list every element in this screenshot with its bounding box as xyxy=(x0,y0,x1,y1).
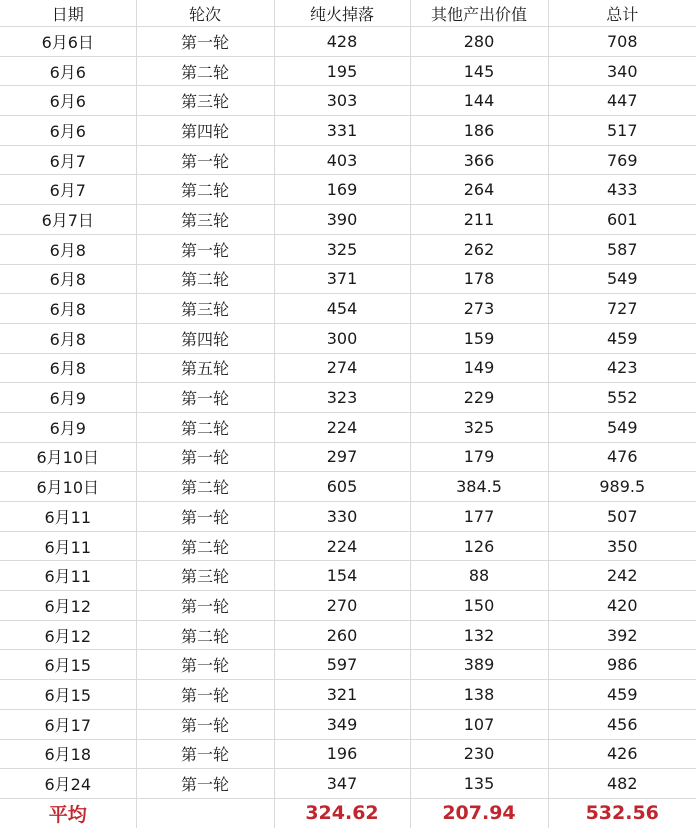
table-row xyxy=(0,86,696,116)
cell-date[interactable]: 6月11 xyxy=(0,561,136,591)
cell-round[interactable]: 第二轮 xyxy=(136,412,274,442)
cell-other-output-value[interactable]: 229 xyxy=(410,383,548,413)
cell-round[interactable]: 第一轮 xyxy=(136,502,274,532)
cell-total[interactable]: 727 xyxy=(548,294,696,324)
cell-round[interactable]: 第一轮 xyxy=(136,234,274,264)
cell-other-output-value[interactable]: 186 xyxy=(410,116,548,146)
cell-total[interactable]: 476 xyxy=(548,442,696,472)
cell-date[interactable]: 6月10日 xyxy=(0,472,136,502)
cell-total[interactable]: 482 xyxy=(548,769,696,799)
table-row xyxy=(0,412,696,442)
cell-pure-fire-drop[interactable]: 323 xyxy=(274,383,410,413)
cell-date[interactable]: 6月12 xyxy=(0,620,136,650)
table-row xyxy=(0,561,696,591)
cell-pure-fire-drop[interactable]: 195 xyxy=(274,56,410,86)
cell-pure-fire-drop[interactable]: 224 xyxy=(274,531,410,561)
cell-round[interactable]: 第一轮 xyxy=(136,383,274,413)
cell-total[interactable]: 769 xyxy=(548,145,696,175)
cell-date[interactable]: 6月8 xyxy=(0,294,136,324)
cell-pure-fire-drop[interactable]: 454 xyxy=(274,294,410,324)
cell-total[interactable]: 989.5 xyxy=(548,472,696,502)
cell-other-output-value[interactable]: 230 xyxy=(410,739,548,769)
cell-other-output-value[interactable]: 325 xyxy=(410,412,548,442)
average-drop[interactable]: 324.62 xyxy=(274,798,410,828)
header-total[interactable]: 总计 xyxy=(548,0,696,27)
cell-date[interactable]: 6月15 xyxy=(0,650,136,680)
cell-date[interactable]: 6月6日 xyxy=(0,27,136,57)
cell-pure-fire-drop[interactable]: 331 xyxy=(274,116,410,146)
cell-pure-fire-drop[interactable]: 274 xyxy=(274,353,410,383)
cell-other-output-value[interactable]: 389 xyxy=(410,650,548,680)
cell-other-output-value[interactable]: 149 xyxy=(410,353,548,383)
table-row xyxy=(0,620,696,650)
table-footer xyxy=(0,798,696,828)
cell-date[interactable]: 6月15 xyxy=(0,680,136,710)
header-row xyxy=(0,0,696,27)
cell-total[interactable]: 601 xyxy=(548,205,696,235)
cell-date[interactable]: 6月11 xyxy=(0,531,136,561)
cell-other-output-value[interactable]: 144 xyxy=(410,86,548,116)
cell-pure-fire-drop[interactable]: 605 xyxy=(274,472,410,502)
header-pure-fire-drop[interactable]: 纯火掉落 xyxy=(274,0,410,27)
average-row xyxy=(0,798,696,828)
cell-round[interactable]: 第一轮 xyxy=(136,145,274,175)
cell-total[interactable]: 708 xyxy=(548,27,696,57)
cell-pure-fire-drop[interactable]: 403 xyxy=(274,145,410,175)
cell-date[interactable]: 6月8 xyxy=(0,264,136,294)
cell-pure-fire-drop[interactable]: 390 xyxy=(274,205,410,235)
table-row xyxy=(0,442,696,472)
cell-other-output-value[interactable]: 126 xyxy=(410,531,548,561)
cell-pure-fire-drop[interactable]: 325 xyxy=(274,234,410,264)
cell-other-output-value[interactable]: 177 xyxy=(410,502,548,532)
table-row xyxy=(0,294,696,324)
cell-date[interactable]: 6月7日 xyxy=(0,205,136,235)
table-body xyxy=(0,27,696,799)
cell-round[interactable]: 第五轮 xyxy=(136,353,274,383)
cell-other-output-value[interactable]: 178 xyxy=(410,264,548,294)
cell-total[interactable]: 986 xyxy=(548,650,696,680)
cell-other-output-value[interactable]: 145 xyxy=(410,56,548,86)
cell-round[interactable]: 第二轮 xyxy=(136,175,274,205)
cell-pure-fire-drop[interactable]: 347 xyxy=(274,769,410,799)
cell-round[interactable]: 第二轮 xyxy=(136,56,274,86)
table-row xyxy=(0,56,696,86)
cell-round[interactable]: 第二轮 xyxy=(136,620,274,650)
cell-pure-fire-drop[interactable]: 428 xyxy=(274,27,410,57)
table-row xyxy=(0,27,696,57)
cell-other-output-value[interactable]: 159 xyxy=(410,323,548,353)
cell-pure-fire-drop[interactable]: 300 xyxy=(274,323,410,353)
cell-date[interactable]: 6月10日 xyxy=(0,442,136,472)
cell-other-output-value[interactable]: 211 xyxy=(410,205,548,235)
average-round-empty[interactable] xyxy=(136,798,274,828)
cell-pure-fire-drop[interactable]: 321 xyxy=(274,680,410,710)
cell-date[interactable]: 6月6 xyxy=(0,116,136,146)
cell-date[interactable]: 6月7 xyxy=(0,175,136,205)
table-row xyxy=(0,502,696,532)
table-row xyxy=(0,472,696,502)
table-row xyxy=(0,323,696,353)
cell-round[interactable]: 第一轮 xyxy=(136,680,274,710)
cell-date[interactable]: 6月18 xyxy=(0,739,136,769)
cell-total[interactable]: 549 xyxy=(548,412,696,442)
table-row xyxy=(0,680,696,710)
cell-total[interactable]: 447 xyxy=(548,86,696,116)
cell-round[interactable]: 第二轮 xyxy=(136,472,274,502)
cell-pure-fire-drop[interactable]: 169 xyxy=(274,175,410,205)
average-label[interactable]: 平均 xyxy=(0,798,136,828)
cell-total[interactable]: 456 xyxy=(548,709,696,739)
cell-total[interactable]: 517 xyxy=(548,116,696,146)
cell-other-output-value[interactable]: 132 xyxy=(410,620,548,650)
table-row xyxy=(0,769,696,799)
table-row xyxy=(0,531,696,561)
cell-pure-fire-drop[interactable]: 330 xyxy=(274,502,410,532)
cell-pure-fire-drop[interactable]: 154 xyxy=(274,561,410,591)
cell-pure-fire-drop[interactable]: 260 xyxy=(274,620,410,650)
cell-round[interactable]: 第三轮 xyxy=(136,86,274,116)
cell-pure-fire-drop[interactable]: 371 xyxy=(274,264,410,294)
cell-round[interactable]: 第二轮 xyxy=(136,531,274,561)
cell-total[interactable]: 350 xyxy=(548,531,696,561)
cell-other-output-value[interactable]: 264 xyxy=(410,175,548,205)
cell-date[interactable]: 6月6 xyxy=(0,86,136,116)
table-row xyxy=(0,264,696,294)
cell-total[interactable]: 433 xyxy=(548,175,696,205)
cell-other-output-value[interactable]: 273 xyxy=(410,294,548,324)
cell-other-output-value[interactable]: 280 xyxy=(410,27,548,57)
table-row xyxy=(0,175,696,205)
cell-other-output-value[interactable]: 138 xyxy=(410,680,548,710)
header-other-output-value[interactable]: 其他产出价值 xyxy=(410,0,548,27)
table-row xyxy=(0,205,696,235)
cell-date[interactable]: 6月24 xyxy=(0,769,136,799)
table-row xyxy=(0,739,696,769)
cell-date[interactable]: 6月17 xyxy=(0,709,136,739)
cell-pure-fire-drop[interactable]: 224 xyxy=(274,412,410,442)
cell-date[interactable]: 6月8 xyxy=(0,353,136,383)
cell-date[interactable]: 6月12 xyxy=(0,591,136,621)
cell-total[interactable]: 423 xyxy=(548,353,696,383)
cell-date[interactable]: 6月7 xyxy=(0,145,136,175)
cell-other-output-value[interactable]: 150 xyxy=(410,591,548,621)
cell-total[interactable]: 426 xyxy=(548,739,696,769)
table-row xyxy=(0,353,696,383)
table-row xyxy=(0,145,696,175)
table-row xyxy=(0,116,696,146)
cell-date[interactable]: 6月9 xyxy=(0,383,136,413)
cell-other-output-value[interactable]: 107 xyxy=(410,709,548,739)
cell-round[interactable]: 第一轮 xyxy=(136,591,274,621)
cell-other-output-value[interactable]: 384.5 xyxy=(410,472,548,502)
cell-pure-fire-drop[interactable]: 349 xyxy=(274,709,410,739)
cell-pure-fire-drop[interactable]: 196 xyxy=(274,739,410,769)
cell-other-output-value[interactable]: 262 xyxy=(410,234,548,264)
cell-other-output-value[interactable]: 179 xyxy=(410,442,548,472)
cell-pure-fire-drop[interactable]: 297 xyxy=(274,442,410,472)
cell-round[interactable]: 第二轮 xyxy=(136,264,274,294)
cell-total[interactable]: 552 xyxy=(548,383,696,413)
cell-total[interactable]: 242 xyxy=(548,561,696,591)
cell-round[interactable]: 第三轮 xyxy=(136,205,274,235)
cell-date[interactable]: 6月8 xyxy=(0,234,136,264)
cell-round[interactable]: 第三轮 xyxy=(136,294,274,324)
table-row xyxy=(0,383,696,413)
cell-total[interactable]: 459 xyxy=(548,323,696,353)
table-row xyxy=(0,591,696,621)
cell-date[interactable]: 6月8 xyxy=(0,323,136,353)
cell-round[interactable]: 第一轮 xyxy=(136,739,274,769)
cell-round[interactable]: 第一轮 xyxy=(136,709,274,739)
table-row xyxy=(0,709,696,739)
header-round[interactable]: 轮次 xyxy=(136,0,274,27)
cell-other-output-value[interactable]: 366 xyxy=(410,145,548,175)
cell-pure-fire-drop[interactable]: 303 xyxy=(274,86,410,116)
cell-total[interactable]: 420 xyxy=(548,591,696,621)
average-total[interactable]: 532.56 xyxy=(585,802,659,825)
cell-total[interactable]: 340 xyxy=(548,56,696,86)
cell-round[interactable]: 第一轮 xyxy=(136,769,274,799)
cell-round[interactable]: 第三轮 xyxy=(136,561,274,591)
cell-round[interactable]: 第一轮 xyxy=(136,650,274,680)
cell-total[interactable]: 587 xyxy=(548,234,696,264)
cell-round[interactable]: 第四轮 xyxy=(136,116,274,146)
table-row xyxy=(0,234,696,264)
cell-round[interactable]: 第一轮 xyxy=(136,27,274,57)
cell-date[interactable]: 6月11 xyxy=(0,502,136,532)
table-row xyxy=(0,650,696,680)
average-other[interactable]: 207.94 xyxy=(410,798,548,828)
cell-pure-fire-drop[interactable]: 270 xyxy=(274,591,410,621)
cell-total[interactable]: 459 xyxy=(548,680,696,710)
cell-total[interactable]: 549 xyxy=(548,264,696,294)
cell-round[interactable]: 第四轮 xyxy=(136,323,274,353)
cell-date[interactable]: 6月9 xyxy=(0,412,136,442)
cell-round[interactable]: 第一轮 xyxy=(136,442,274,472)
cell-other-output-value[interactable]: 135 xyxy=(410,769,548,799)
header-date[interactable]: 日期 xyxy=(0,0,136,27)
cell-total[interactable]: 507 xyxy=(548,502,696,532)
cell-total[interactable]: 392 xyxy=(548,620,696,650)
cell-date[interactable]: 6月6 xyxy=(0,56,136,86)
cell-pure-fire-drop[interactable]: 597 xyxy=(274,650,410,680)
cell-other-output-value[interactable]: 88 xyxy=(410,561,548,591)
table-header xyxy=(0,0,696,27)
